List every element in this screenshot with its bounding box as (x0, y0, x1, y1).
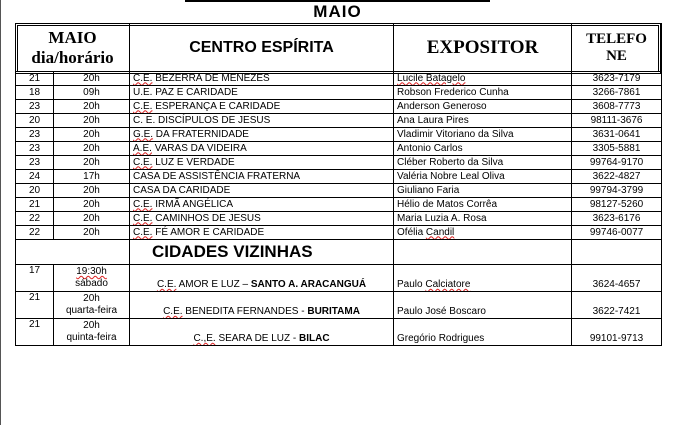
cell-telefone: 3305-5881 (572, 142, 662, 156)
cell-centro (130, 72, 394, 86)
cell-dia: 21 (16, 198, 54, 212)
cell-dia: 21 (16, 292, 54, 319)
cell-expositor (394, 265, 572, 292)
cell-hora (54, 292, 130, 319)
section-row (16, 240, 662, 265)
cell-hora: 20h (54, 100, 130, 114)
centro-name: AMOR E LUZ – (176, 279, 251, 290)
centro-prefix: C.E. (156, 279, 177, 290)
centro-prefix: C.E. (133, 100, 153, 112)
cell-dia: 18 (16, 86, 54, 100)
table-row (16, 86, 662, 100)
table-row (16, 226, 662, 240)
cell-telefone: 3622-4827 (572, 170, 662, 184)
centro-name: ESPERANÇA E CARIDADE (152, 100, 281, 112)
centro-prefix: C.E. (133, 212, 153, 224)
cell-hora: 09h (54, 86, 130, 100)
cell-expositor: Cléber Roberto da Silva (394, 156, 572, 170)
table-row (16, 114, 662, 128)
hora: 19:30h (76, 266, 107, 277)
weekday: quinta-feira (66, 332, 117, 343)
cell-hora: 20h (54, 128, 130, 142)
cell-hora: 20h (54, 72, 130, 86)
cell-telefone: 3631-0641 (572, 128, 662, 142)
month-title: MAIO (313, 2, 362, 21)
centro-name: U.E. PAZ E CARIDADE (133, 86, 238, 98)
centro-name: LUZ E VERDADE (152, 156, 235, 168)
cell-dia: 20 (16, 114, 54, 128)
cell-hora (54, 319, 130, 346)
centro-prefix: C.,E. (193, 333, 216, 344)
table-row (16, 72, 662, 86)
cidade-name: SANTO A. ARACANGUÁ (250, 279, 367, 290)
cell-centro (130, 212, 394, 226)
centro-name: FÉ AMOR E CARIDADE (152, 226, 265, 238)
centro-name: BEZERRA DE MENEZES (152, 72, 270, 84)
expositor-name: Lucile Batagelo (397, 72, 466, 84)
section-blank-expositor (394, 240, 572, 265)
cell-dia: 20 (16, 184, 54, 198)
cell-telefone: 3622-7421 (572, 292, 662, 319)
cell-hora: 17h (54, 170, 130, 184)
cell-dia: 23 (16, 128, 54, 142)
centro-name: CAMINHOS DE JESUS (152, 212, 261, 224)
section-blank (16, 240, 130, 265)
cell-centro (130, 226, 394, 240)
centro-name: VARAS DA VIDEIRA (151, 142, 247, 154)
cell-centro (130, 198, 394, 212)
cell-dia: 22 (16, 226, 54, 240)
cell-centro (130, 292, 394, 319)
cell-expositor: Giuliano Faria (394, 184, 572, 198)
cell-expositor: Hélio de Matos Corrêa (394, 198, 572, 212)
section-blank-telefone (572, 240, 662, 265)
cell-expositor: Maria Luzia A. Rosa (394, 212, 572, 226)
section-title: CIDADES VIZINHAS (130, 240, 394, 265)
centro-name: BENEDITA FERNANDES - (182, 306, 308, 317)
table-row (16, 198, 662, 212)
cell-dia: 24 (16, 170, 54, 184)
cell-hora: 20h (54, 184, 130, 198)
table-row-cidade (16, 319, 662, 346)
centro-prefix: C.E. (133, 156, 153, 168)
header-telefone-line2: NE (606, 47, 627, 64)
header-telefone (572, 24, 662, 72)
table-row (16, 170, 662, 184)
cell-expositor: Robson Frederico Cunha (394, 86, 572, 100)
cell-telefone: 3608-7773 (572, 100, 662, 114)
cidade-name: BILAC (299, 333, 330, 344)
table-row (16, 184, 662, 198)
cell-hora: 20h (54, 212, 130, 226)
centro-name: IRMÃ ANGÉLICA (152, 198, 234, 210)
cell-hora: 20h (54, 114, 130, 128)
cell-centro (130, 100, 394, 114)
header-expositor: EXPOSITOR (394, 24, 572, 72)
weekday: quarta-feira (65, 305, 118, 316)
hora: 20h (83, 320, 100, 331)
cell-centro (130, 114, 394, 128)
cell-telefone: 99101-9713 (572, 319, 662, 346)
centro-name: CASA DE ASSISTÊNCIA FRATERNA (133, 170, 301, 182)
cell-expositor: Antonio Carlos (394, 142, 572, 156)
cell-dia: 23 (16, 100, 54, 114)
cell-expositor: Vladimir Vitoriano da Silva (394, 128, 572, 142)
hora: 20h (83, 293, 100, 304)
centro-name: C. E. DISCÍPULOS DE JESUS (133, 114, 271, 126)
centro-prefix: C.E. (133, 72, 153, 84)
centro-prefix: C.E. (163, 306, 183, 317)
header-telefone-line1: TELEFO (586, 30, 647, 47)
table-row (16, 212, 662, 226)
centro-prefix: A.E. (133, 142, 152, 154)
cell-expositor: Gregório Rodrigues (394, 319, 572, 346)
cell-hora: 20h (54, 226, 130, 240)
centro-prefix: C.E. (133, 226, 153, 238)
centro-prefix: C.E. (133, 198, 153, 210)
cell-telefone: 99746-0077 (572, 226, 662, 240)
cell-dia: 21 (16, 319, 54, 346)
cell-expositor: Anderson Generoso (394, 100, 572, 114)
weekday: sábado (75, 278, 108, 289)
cell-telefone: 99764-9170 (572, 156, 662, 170)
table-row-cidade (16, 292, 662, 319)
cell-centro (130, 319, 394, 346)
centro-name: DA FRATERNIDADE (153, 128, 249, 140)
expositor-first: Ofélia (397, 226, 426, 238)
cell-centro (130, 128, 394, 142)
table-row-cidade (16, 265, 662, 292)
expositor-first: Paulo (397, 279, 426, 290)
expositor-surname: Candil (425, 226, 455, 238)
cell-centro (130, 265, 394, 292)
cell-telefone: 3623-7179 (572, 72, 662, 86)
header-row (16, 24, 662, 72)
cell-telefone: 3623-6176 (572, 212, 662, 226)
cell-hora: 20h (54, 156, 130, 170)
centro-name: CASA DA CARIDADE (133, 184, 231, 196)
schedule-table (15, 23, 662, 346)
cidade-name: BURITAMA (307, 306, 360, 317)
table-row (16, 100, 662, 114)
cell-hora: 20h (54, 198, 130, 212)
table-row (16, 142, 662, 156)
header-maio-line2: dia/horário (31, 47, 114, 67)
cell-expositor (394, 72, 572, 86)
table-row (16, 128, 662, 142)
cell-expositor: Valéria Nobre Leal Oliva (394, 170, 572, 184)
cell-dia: 22 (16, 212, 54, 226)
cell-hora: 20h (54, 142, 130, 156)
cell-centro (130, 170, 394, 184)
schedule-rows (16, 72, 662, 346)
table-row (16, 156, 662, 170)
header-maio-line1: MAIO (48, 27, 97, 47)
cell-dia: 21 (16, 72, 54, 86)
cell-expositor (394, 226, 572, 240)
cell-telefone: 98111-3676 (572, 114, 662, 128)
cell-telefone: 99794-3799 (572, 184, 662, 198)
cell-centro (130, 142, 394, 156)
header-maio (16, 24, 130, 72)
cell-centro (130, 86, 394, 100)
cell-dia: 23 (16, 156, 54, 170)
cell-dia: 23 (16, 142, 54, 156)
cell-expositor: Ana Laura Pires (394, 114, 572, 128)
expositor-surname: Calciatore (425, 279, 471, 290)
page-left-border (0, 0, 1, 425)
cell-telefone: 98127-5260 (572, 198, 662, 212)
cell-centro (130, 156, 394, 170)
header-centro: CENTRO ESPÍRITA (130, 24, 394, 72)
cell-telefone: 3266-7861 (572, 86, 662, 100)
cell-expositor: Paulo José Boscaro (394, 292, 572, 319)
centro-prefix: G.E. (133, 128, 154, 140)
centro-name: SEARA DE LUZ - (215, 333, 300, 344)
cell-centro (130, 184, 394, 198)
cell-telefone: 3624-4657 (572, 265, 662, 292)
cell-hora (54, 265, 130, 292)
cell-dia: 17 (16, 265, 54, 292)
